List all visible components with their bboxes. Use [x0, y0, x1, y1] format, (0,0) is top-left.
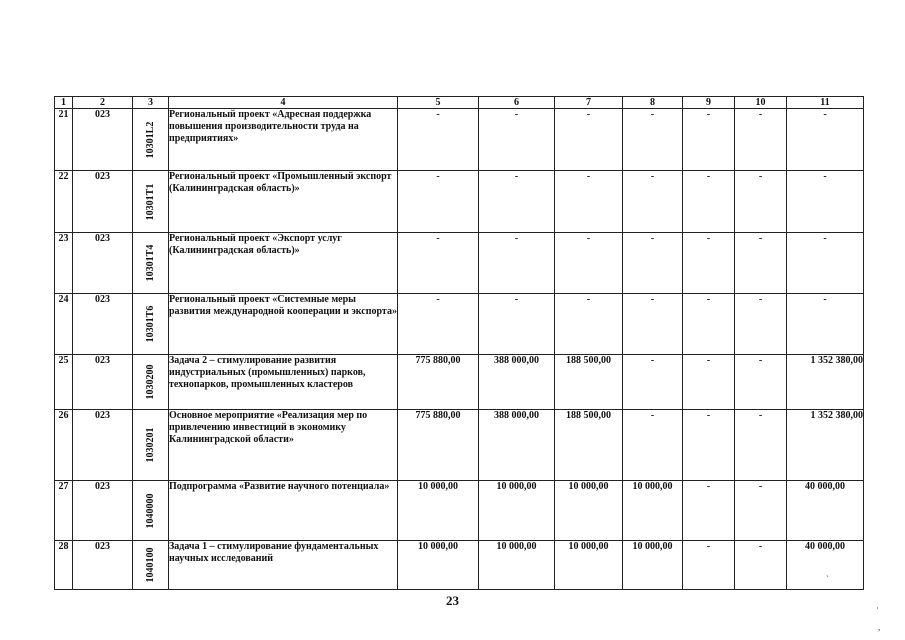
program-code: 10301L2 — [144, 121, 156, 158]
item-name: Задача 1 – стимулирование фундаментальных научных исследований — [169, 541, 398, 590]
row-number: 21 — [55, 109, 73, 171]
item-name: Региональный проект «Экспорт услуг (Калининградская область)» — [169, 233, 398, 294]
value-col11: 1 352 380,00 — [787, 410, 864, 481]
header-cell: 2 — [73, 97, 133, 109]
value-col5: - — [398, 233, 479, 294]
value-col10: - — [735, 233, 787, 294]
program-code: 1030201 — [144, 427, 156, 463]
page-number: 23 — [446, 593, 459, 608]
value-col5: 10 000,00 — [398, 481, 479, 541]
org-code: 023 — [73, 541, 133, 590]
value-col6: 10 000,00 — [479, 541, 555, 590]
row-number: 24 — [55, 294, 73, 355]
row-number: 26 — [55, 410, 73, 481]
item-name: Задача 2 – стимулирование развития индустриальных (промышленных) парков, технопарков, промышленных кластеров — [169, 355, 398, 410]
value-col8: - — [623, 410, 683, 481]
value-col5: - — [398, 171, 479, 233]
value-col6: 388 000,00 — [479, 355, 555, 410]
value-col7: - — [555, 171, 623, 233]
table-row — [55, 481, 864, 541]
value-col10: - — [735, 294, 787, 355]
value-col8: - — [623, 294, 683, 355]
header-cell: 8 — [623, 97, 683, 109]
program-code-cell — [133, 410, 169, 481]
value-col7: - — [555, 109, 623, 171]
value-col9: - — [683, 410, 735, 481]
value-col6: - — [479, 109, 555, 171]
value-col7: - — [555, 294, 623, 355]
value-col5: - — [398, 109, 479, 171]
org-code: 023 — [73, 171, 133, 233]
header-cell: 5 — [398, 97, 479, 109]
value-col7: 188 500,00 — [555, 355, 623, 410]
header-cell: 6 — [479, 97, 555, 109]
value-col8: - — [623, 109, 683, 171]
program-code-cell — [133, 481, 169, 541]
table-row — [55, 541, 864, 590]
item-name: Основное мероприятие «Реализация мер по привлечению инвестиций в экономику Калининградской области» — [169, 410, 398, 481]
org-code: 023 — [73, 233, 133, 294]
value-col6: - — [479, 233, 555, 294]
program-code-cell — [133, 109, 169, 171]
item-name: Подпрограмма «Развитие научного потенциала» — [169, 481, 398, 541]
program-code: 10301T4 — [144, 244, 156, 282]
value-col6: 10 000,00 — [479, 481, 555, 541]
value-col10: - — [735, 410, 787, 481]
value-col9: - — [683, 294, 735, 355]
table-row — [55, 294, 864, 355]
value-col6: 388 000,00 — [479, 410, 555, 481]
value-col8: - — [623, 171, 683, 233]
value-col10: - — [735, 541, 787, 590]
value-col5: - — [398, 294, 479, 355]
org-code: 023 — [73, 410, 133, 481]
program-code: 1040000 — [144, 493, 156, 528]
item-name: Региональный проект «Адресная поддержка повышения производительности труда на предприятиях» — [169, 109, 398, 171]
item-name: Региональный проект «Промышленный экспорт (Калининградская область)» — [169, 171, 398, 233]
org-code: 023 — [73, 355, 133, 410]
program-code: 1040100 — [144, 547, 156, 583]
row-number: 27 — [55, 481, 73, 541]
value-col7: - — [555, 233, 623, 294]
program-code: 10301T1 — [144, 183, 156, 220]
value-col8: - — [623, 233, 683, 294]
value-col6: - — [479, 294, 555, 355]
value-col10: - — [735, 171, 787, 233]
program-code-cell — [133, 541, 169, 590]
table-row — [55, 410, 864, 481]
program-code-cell — [133, 355, 169, 410]
value-col10: - — [735, 481, 787, 541]
row-number: 28 — [55, 541, 73, 590]
header-cell: 10 — [735, 97, 787, 109]
table-row — [55, 109, 864, 171]
value-col9: - — [683, 233, 735, 294]
value-col11: 40 000,00 — [787, 481, 864, 541]
value-col11: - — [787, 109, 864, 171]
scan-speck-icon: , — [878, 622, 881, 632]
header-cell: 7 — [555, 97, 623, 109]
value-col5: 775 880,00 — [398, 410, 479, 481]
table-row — [55, 355, 864, 410]
header-cell: 4 — [169, 97, 398, 109]
org-code: 023 — [73, 109, 133, 171]
item-name: Региональный проект «Системные меры развития международной кооперации и экспорта» — [169, 294, 398, 355]
value-col10: - — [735, 355, 787, 410]
header-cell: 11 — [787, 97, 864, 109]
header-cell: 1 — [55, 97, 73, 109]
value-col11: - — [787, 233, 864, 294]
value-col9: - — [683, 171, 735, 233]
table-row — [55, 233, 864, 294]
value-col9: - — [683, 481, 735, 541]
scan-speck-icon: ʾ — [876, 606, 879, 616]
value-col9: - — [683, 355, 735, 410]
value-col5: 10 000,00 — [398, 541, 479, 590]
row-number: 23 — [55, 233, 73, 294]
value-col8: 10 000,00 — [623, 481, 683, 541]
program-code-cell — [133, 171, 169, 233]
value-col11: 1 352 380,00 — [787, 355, 864, 410]
value-col7: 188 500,00 — [555, 410, 623, 481]
value-col11: - — [787, 294, 864, 355]
value-col9: - — [683, 109, 735, 171]
value-col6: - — [479, 171, 555, 233]
value-col10: - — [735, 109, 787, 171]
value-col11: 40 000,00 — [787, 541, 864, 590]
table-row — [55, 171, 864, 233]
value-col9: - — [683, 541, 735, 590]
program-code-cell — [133, 233, 169, 294]
program-code: 10301T6 — [144, 305, 156, 343]
program-code-cell — [133, 294, 169, 355]
header-cell: 9 — [683, 97, 735, 109]
row-number: 25 — [55, 355, 73, 410]
header-cell: 3 — [133, 97, 169, 109]
program-code: 1030200 — [144, 364, 156, 400]
value-col7: 10 000,00 — [555, 541, 623, 590]
value-col8: 10 000,00 — [623, 541, 683, 590]
org-code: 023 — [73, 481, 133, 541]
org-code: 023 — [73, 294, 133, 355]
header-row — [55, 97, 864, 109]
value-col11: - — [787, 171, 864, 233]
budget-table — [54, 96, 864, 590]
row-number: 22 — [55, 171, 73, 233]
value-col5: 775 880,00 — [398, 355, 479, 410]
value-col7: 10 000,00 — [555, 481, 623, 541]
scan-speck-icon: ` — [826, 574, 829, 584]
value-col8: - — [623, 355, 683, 410]
